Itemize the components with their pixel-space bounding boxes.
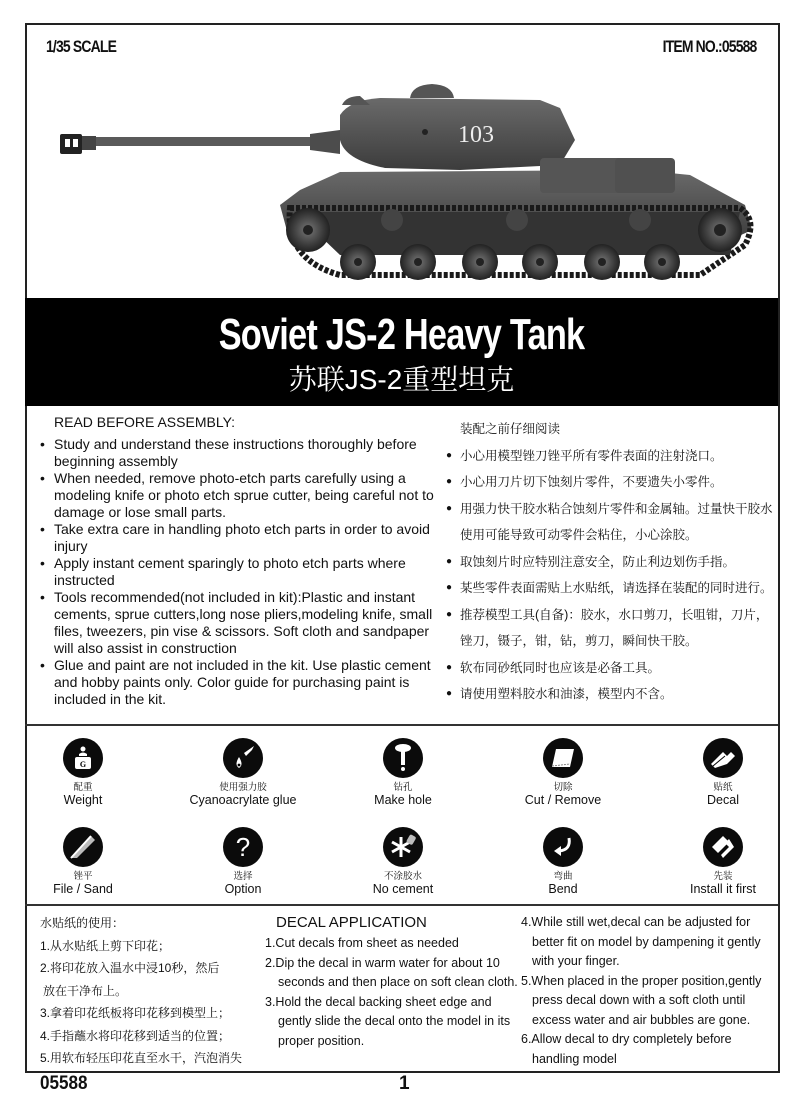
read-before-heading: READ BEFORE ASSEMBLY: xyxy=(54,414,236,430)
instruction-item-cn: ● 请使用塑料胶水和油漆，模型内不含。 xyxy=(446,681,776,708)
divider xyxy=(25,724,778,726)
decal-step: 1.Cut decals from sheet as needed xyxy=(265,936,459,950)
footer-item-code: 05588 xyxy=(40,1073,88,1094)
instruction-item-cn: ● 软布同砂纸同时也应该是必备工具。 xyxy=(446,655,776,682)
symbol-decal: 贴纸 Decal xyxy=(643,738,800,807)
instruction-item-cn: ● 小心用刀片切下蚀刻片零件，不要遗失小零件。 xyxy=(446,469,776,496)
item-number: ITEM NO.:05588 xyxy=(662,37,756,56)
question-icon: ? xyxy=(223,827,263,867)
decal-heading: DECAL APPLICATION xyxy=(276,914,427,931)
weight-icon xyxy=(63,738,103,778)
page-number: 1 xyxy=(399,1073,410,1094)
title-chinese: 苏联JS-2重型坦克 xyxy=(288,364,515,395)
decal-heading-cn: 水贴纸的使用： xyxy=(40,916,125,930)
symbol-file-sand: 锉平 File / Sand xyxy=(3,827,163,896)
read-before-assembly-chinese xyxy=(446,416,776,708)
divider xyxy=(25,904,778,906)
svg-text:G: G xyxy=(79,760,87,769)
symbol-glue: 使用强力胶 Cyanoacrylate glue xyxy=(163,738,323,807)
read-before-heading-cn: 装配之前仔细阅读 xyxy=(460,422,561,436)
decal-instructions-chinese: 水贴纸的使用： 1.从水贴纸上剪下印花； 2.将印花放入温水中浸10秒，然后 放在干净布上。 3.拿着印花纸板将印花移到模型上； 4.手指蘸水将印花移到适当的位置； 5.用软布轻压印花直至水干，汽泡消失 xyxy=(40,912,242,1070)
instruction-item: • Apply instant cement sparingly to photo etch parts where instructed xyxy=(38,555,438,589)
title-banner xyxy=(25,298,778,406)
instruction-item-cn: ● 取蚀刻片时应特别注意安全，防止利边划伤手指。 xyxy=(446,549,776,576)
decal-application-continued xyxy=(521,913,776,1069)
no-cement-icon xyxy=(383,827,423,867)
instruction-item: • When needed, remove photo-etch parts carefully using a modeling knife or photo etch sprue cutter, being careful not to damage or lose small parts. xyxy=(38,470,438,521)
file-sand-icon xyxy=(63,827,103,867)
instruction-item-cn: ● 某些零件表面需贴上水贴纸，请选择在装配的同时进行。 xyxy=(446,575,776,602)
instruction-item-cn: ● 推荐模型工具(自备)：胶水，水口剪刀，长咀钳，刀片，锉刀，镊子，钳，钻，剪刀，瞬间快干胶。 xyxy=(446,602,776,655)
decal-step: 5.When placed in the proper position,gently press decal down with a soft cloth until excess water and air bubbles are gone. xyxy=(521,973,762,1027)
tank-illustration xyxy=(40,80,760,295)
symbol-make-hole: 钻孔 Make hole xyxy=(323,738,483,807)
decal-icon xyxy=(703,738,743,778)
scale-label: 1/35 SCALE xyxy=(46,37,117,56)
symbol-weight: G 配重 Weight xyxy=(3,738,163,807)
symbol-no-cement: 不涂胶水 No cement xyxy=(323,827,483,896)
symbol-install-first: 先装 Install it first xyxy=(643,827,800,896)
install-first-icon xyxy=(703,827,743,867)
read-before-assembly xyxy=(38,414,438,708)
instruction-item: • Glue and paint are not included in the kit. Use plastic cement and hobby paints only. Color guide for purchasing paint is included in the kit. xyxy=(38,657,438,708)
decal-application xyxy=(265,913,525,1051)
drill-icon xyxy=(383,738,423,778)
decal-step: 3.Hold the decal backing sheet edge and gently slide the decal onto the model in its proper position. xyxy=(265,994,511,1048)
symbol-cut: 切除 Cut / Remove xyxy=(483,738,643,807)
instruction-item: • Take extra care in handling photo etch parts in order to avoid injury xyxy=(38,521,438,555)
svg-text:103: 103 xyxy=(458,122,494,148)
decal-step: 6.Allow decal to dry completely before handling model xyxy=(521,1032,732,1066)
instruction-item-cn: ● 小心用模型锉刀锉平所有零件表面的注射浇口。 xyxy=(446,443,776,470)
glue-drop-icon xyxy=(223,738,263,778)
title-english: Soviet JS-2 Heavy Tank xyxy=(218,310,585,359)
decal-step: 2.Dip the decal in warm water for about 10 seconds and then place on soft clean cloth. xyxy=(265,955,518,989)
symbol-bend: 弯曲 Bend xyxy=(483,827,643,896)
instruction-item: • Tools recommended(not included in kit):Plastic and instant cements, sprue cutters,long nose pliers,modeling knife, small files, tweezers, pin vise & scissors. Soft cloth and sandpaper will also assist in construction xyxy=(38,589,438,657)
decal-step: 4.While still wet,decal can be adjusted for better fit on model by dampening it gently with your finger. xyxy=(521,915,761,968)
symbol-option: ? 选择 Option xyxy=(163,827,323,896)
bend-arrow-icon xyxy=(543,827,583,867)
cut-icon xyxy=(543,738,583,778)
instruction-item: • Study and understand these instructions thoroughly before beginning assembly xyxy=(38,436,438,470)
instruction-item-cn: ● 用强力快干胶水粘合蚀刻片零件和金属轴。过量快干胶水使用可能导致可动零件会粘住，小心涂胶。 xyxy=(446,496,776,549)
